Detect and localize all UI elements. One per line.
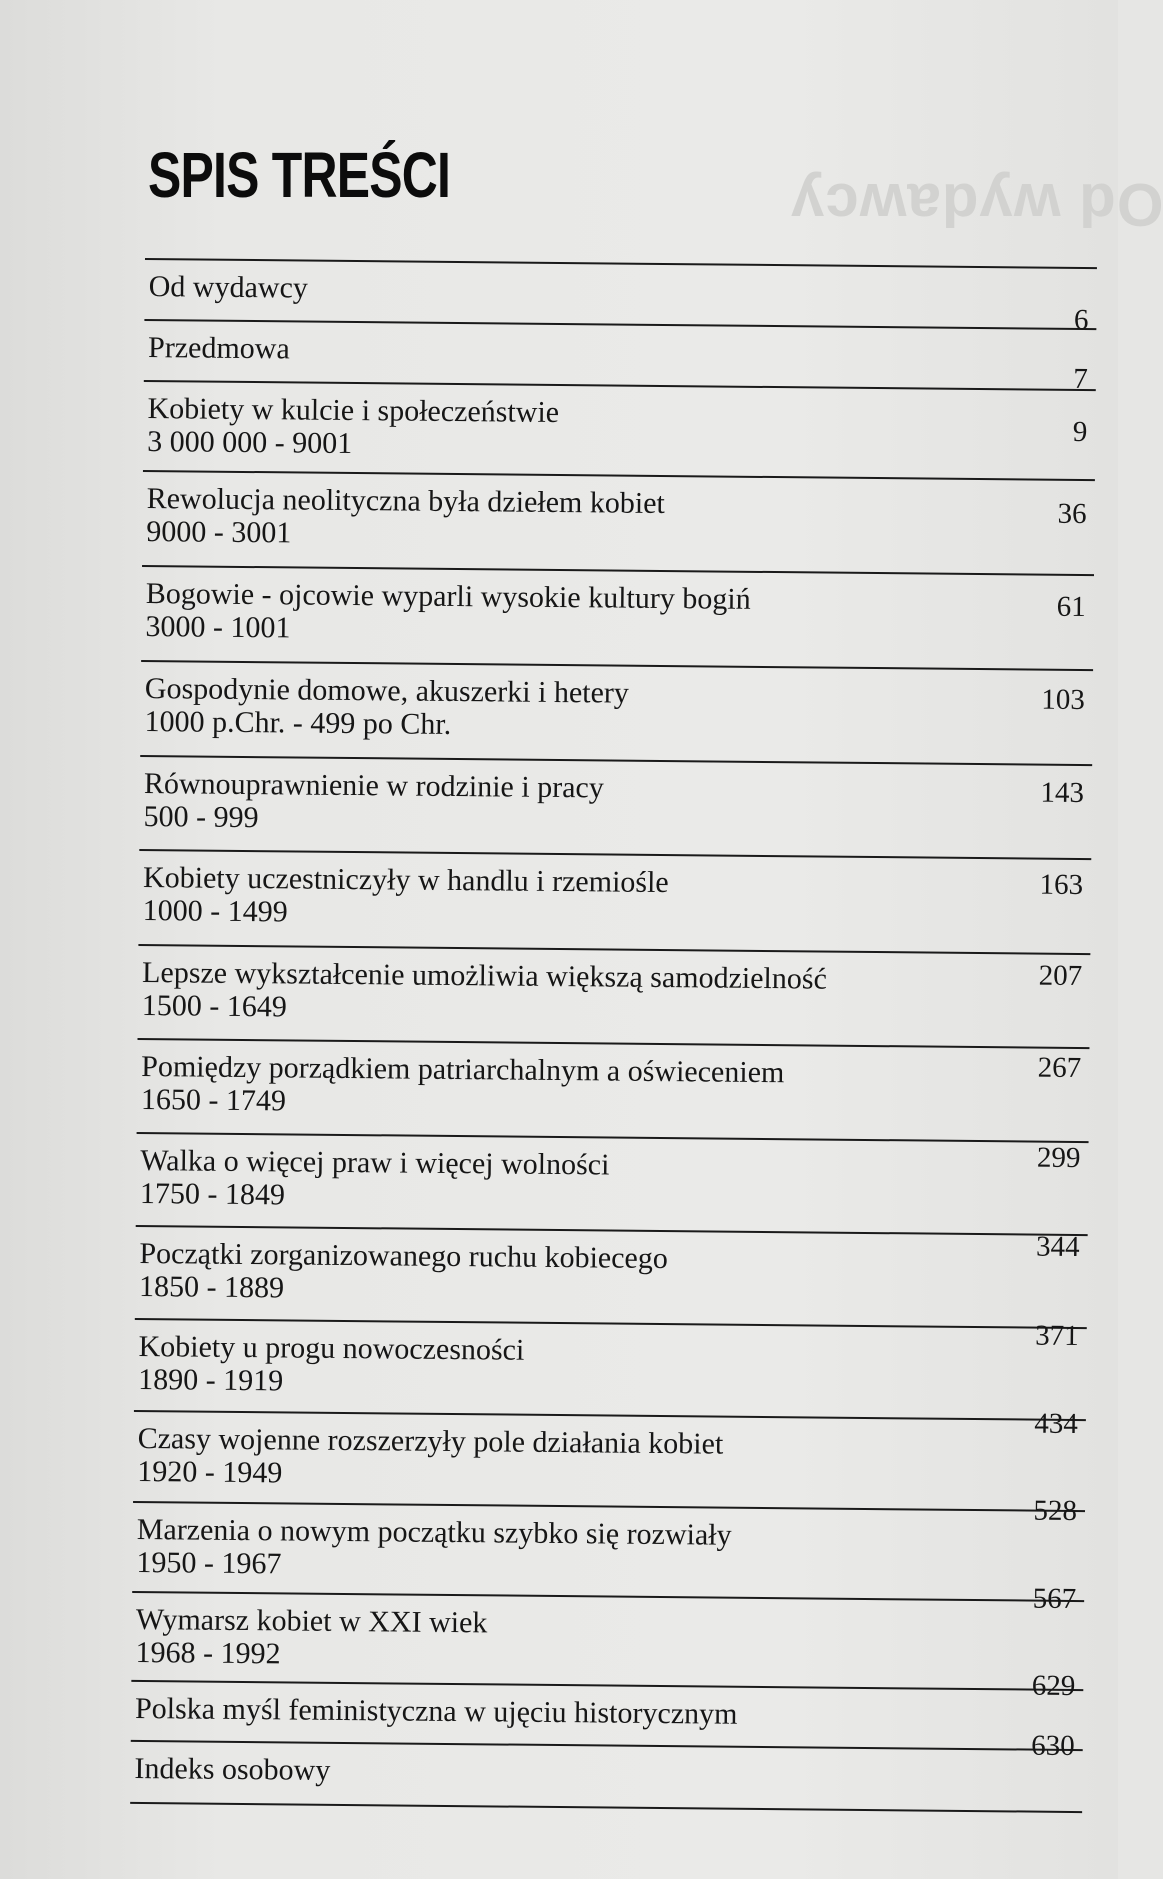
- entry-title: Gospodynie domowe, akuszerki i hetery: [144, 672, 630, 710]
- entry-title: Lepsze wykształcenie umożliwia większą samodzielność: [141, 956, 828, 996]
- toc-entry: [144, 260, 1097, 337]
- toc-entry: [141, 567, 1094, 671]
- entry-title: Czasy wojenne rozszerzyły pole działania kobiet: [137, 1421, 724, 1461]
- entry-page-number: 7: [1073, 362, 1089, 396]
- toc-entry: [132, 1494, 1085, 1602]
- entry-dates: 1850 - 1889: [138, 1269, 285, 1305]
- page-title: SPIS TREŚCI: [148, 139, 451, 211]
- entry-page-number: 267: [1037, 1051, 1082, 1085]
- entry-page-number: 9: [1072, 415, 1088, 449]
- entry-page-number: 103: [1041, 683, 1085, 717]
- toc-entry: [144, 321, 1097, 396]
- entry-page-number: 528: [1033, 1494, 1078, 1528]
- entry-title: Wymarsz kobiet w XXI wiek: [135, 1602, 488, 1640]
- entry-dates: 1650 - 1749: [140, 1083, 287, 1118]
- entry-title: Bogowie - ojcowie wyparli wysokie kultury bogiń: [145, 577, 751, 616]
- toc-entry: [139, 757, 1092, 860]
- toc-entry: [136, 1134, 1089, 1236]
- entry-title: Przedmowa: [147, 331, 290, 366]
- entry-title: Kobiety u progu nowoczesności: [138, 1329, 525, 1367]
- entry-page-number: 6: [1073, 303, 1089, 337]
- entry-page-number: 61: [1056, 590, 1086, 624]
- show-through-heading: Od wydawcy: [790, 171, 1163, 238]
- entry-dates: 9000 - 3001: [146, 515, 292, 550]
- table-of-contents: [130, 258, 1097, 1813]
- entry-page-number: 207: [1038, 959, 1083, 993]
- entry-page-number: 344: [1035, 1230, 1080, 1264]
- entry-dates: 1890 - 1919: [138, 1362, 284, 1398]
- entry-title: Kobiety uczestniczyły w handlu i rzemiośle: [142, 861, 669, 900]
- entry-page-number: 629: [1031, 1669, 1076, 1702]
- toc-entry: [140, 662, 1093, 766]
- entry-page-number: 36: [1057, 497, 1087, 531]
- entry-dates: 1000 - 1499: [142, 894, 288, 929]
- toc-entry: [137, 1040, 1090, 1143]
- entry-title: Od wydawcy: [148, 270, 309, 305]
- entry-page-number: 434: [1034, 1407, 1079, 1441]
- entry-dates: 1500 - 1649: [141, 989, 287, 1024]
- entry-title: Równouprawnienie w rodzinie i pracy: [143, 767, 604, 805]
- entry-dates: 3 000 000 - 9001: [147, 425, 353, 460]
- entry-title: Walka o więcej praw i więcej wolności: [140, 1143, 610, 1182]
- entry-title: Pomiędzy porządkiem patriarchalnym a oświeceniem: [141, 1050, 785, 1090]
- toc-entry: [138, 851, 1091, 955]
- entry-page-number: 630: [1031, 1729, 1075, 1762]
- toc-entry: [143, 382, 1096, 481]
- entry-dates: 1750 - 1849: [139, 1176, 286, 1212]
- toc-entry: [131, 1669, 1084, 1751]
- entry-title: Początki zorganizowanego ruchu kobiecego: [139, 1236, 668, 1276]
- toc-entry: [142, 472, 1095, 576]
- toc-entry: [134, 1320, 1087, 1421]
- entry-dates: 1000 p.Chr. - 499 po Chr.: [144, 705, 452, 741]
- entry-page-number: 163: [1039, 868, 1084, 902]
- entry-title: Rewolucja neolityczna była dziełem kobiet: [146, 482, 665, 521]
- entry-dates: 1950 - 1967: [136, 1545, 282, 1581]
- toc-entry: [131, 1582, 1084, 1691]
- entry-dates: 500 - 999: [143, 800, 259, 835]
- entry-dates: 3000 - 1001: [145, 610, 291, 645]
- entry-page-number: 143: [1040, 776, 1085, 810]
- entry-dates: 1968 - 1992: [135, 1635, 281, 1671]
- entry-title: Marzenia o nowym początku szybko się rozwiały: [136, 1512, 732, 1552]
- entry-dates: 1920 - 1949: [137, 1454, 283, 1490]
- toc-entry: [133, 1407, 1086, 1512]
- toc-entry: [135, 1227, 1088, 1329]
- entry-page-number: 299: [1036, 1141, 1081, 1175]
- entry-page-number: 371: [1035, 1319, 1079, 1353]
- entry-title: Kobiety w kulcie i społeczeństwie: [147, 392, 560, 429]
- entry-title: Polska myśl feministyczna w ujęciu historycznym: [134, 1691, 738, 1731]
- entry-title: Indeks osobowy: [134, 1751, 331, 1787]
- entry-page-number: 567: [1032, 1582, 1077, 1615]
- toc-entry: [130, 1729, 1083, 1813]
- toc-entry: [137, 946, 1090, 1049]
